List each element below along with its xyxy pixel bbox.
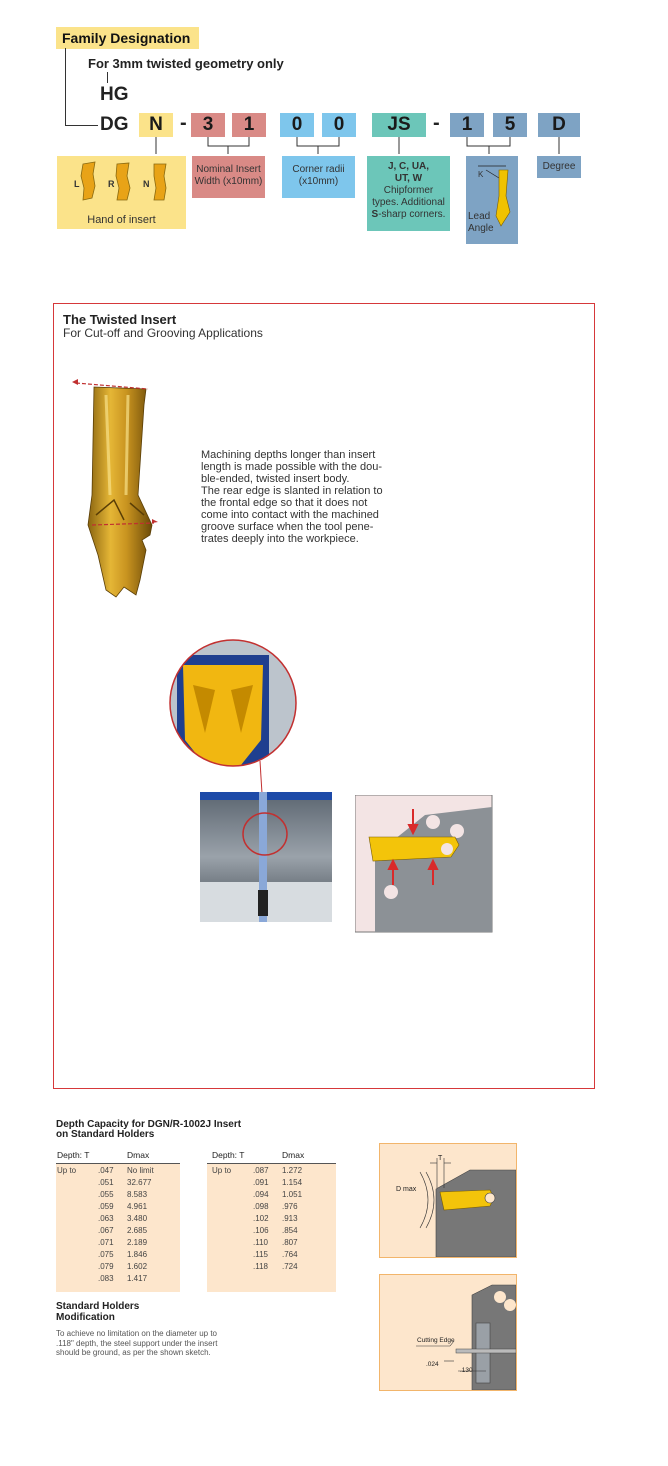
up-to-label: Up to — [57, 1166, 77, 1175]
connector-line — [65, 48, 66, 126]
header-dmax: Dmax — [282, 1150, 305, 1160]
code-radius-1: 0 — [280, 113, 314, 137]
up-to-label: Up to — [212, 1166, 232, 1175]
radius-box — [282, 156, 355, 198]
depth-value: .063 — [98, 1214, 114, 1223]
chipformer-box — [367, 156, 450, 231]
cutting-edge-label: Cutting Edge — [417, 1337, 455, 1344]
holders-title-line-2: Modification — [56, 1312, 115, 1323]
degree-caption: Degree — [542, 161, 576, 172]
dmax-value: 1.602 — [127, 1262, 148, 1271]
table-body — [56, 1164, 180, 1292]
depth-value: .098 — [253, 1202, 269, 1211]
hand-caption: Hand of insert — [87, 214, 156, 226]
dmax-value: 3.480 — [127, 1214, 148, 1223]
twisted-insert-body — [201, 449, 416, 545]
dmax-value: No limit — [127, 1166, 154, 1175]
dim-130: .130 — [460, 1367, 473, 1374]
width-caption: Nominal Insert Width (x10mm) — [194, 164, 263, 187]
dmax-value: .764 — [282, 1250, 298, 1259]
standard-holders-text — [56, 1329, 256, 1358]
depth-value: .115 — [253, 1250, 268, 1259]
table-header — [207, 1150, 336, 1164]
depth-value: .051 — [98, 1178, 114, 1187]
dmax-value: 2.189 — [127, 1238, 148, 1247]
body-line: ble-ended, twisted insert body. — [201, 473, 350, 485]
holders-line: .118" depth, the steel support under the insert — [56, 1338, 218, 1348]
dim-024: .024 — [426, 1361, 439, 1368]
body-line: the frontal edge so that it does not — [201, 497, 368, 509]
dmax-sketch — [379, 1143, 517, 1258]
depth-value: .059 — [98, 1202, 114, 1211]
hand-letter-r: R — [108, 179, 115, 189]
depth-value: .075 — [98, 1250, 114, 1259]
dmax-value: 4.961 — [127, 1202, 148, 1211]
code-angle-2: 5 — [493, 113, 527, 137]
dmax-label: D max — [396, 1186, 417, 1193]
t-label: T — [438, 1155, 443, 1162]
dmax-value: 32.677 — [127, 1178, 152, 1187]
dmax-value: 2.685 — [127, 1226, 148, 1235]
twisted-insert-subtitle: For Cut-off and Grooving Applications — [63, 326, 263, 340]
twisted-insert-title: The Twisted Insert — [63, 312, 177, 327]
lead-k: K — [478, 170, 484, 179]
family-designation-title: Family Designation — [56, 27, 199, 49]
depth-capacity-title — [56, 1120, 241, 1140]
code-dash: - — [180, 112, 187, 134]
table-body — [207, 1164, 336, 1292]
depth-value: .071 — [98, 1238, 114, 1247]
table-header — [56, 1150, 180, 1164]
code-dash: - — [433, 112, 440, 134]
insert-forces-sketch — [355, 795, 495, 935]
dmax-value: 1.417 — [127, 1274, 148, 1283]
depth-value: .047 — [98, 1166, 114, 1175]
depth-title-line-1: Depth Capacity for DGN/R-1002J Insert — [56, 1119, 242, 1130]
chipformer-tail: -sharp corners. — [378, 209, 446, 220]
width-box — [192, 156, 265, 198]
dmax-value: .976 — [282, 1202, 298, 1211]
groove-zoom-illustration — [155, 635, 345, 935]
depth-value: .087 — [253, 1166, 269, 1175]
dmax-value: 1.051 — [282, 1190, 303, 1199]
dmax-value: 1.272 — [282, 1166, 303, 1175]
chipformer-types: J, C, UA, UT, W — [387, 161, 430, 184]
depth-value: .079 — [98, 1262, 114, 1271]
depth-value: .067 — [98, 1226, 114, 1235]
depth-value: .055 — [98, 1190, 114, 1199]
code-hand: N — [139, 113, 173, 137]
lead-angle-box — [466, 156, 518, 244]
body-line: The rear edge is slanted in relation to — [201, 485, 383, 497]
depth-value: .110 — [253, 1238, 268, 1247]
cutting-edge-sketch — [379, 1274, 517, 1391]
depth-table-2 — [207, 1150, 336, 1295]
chipformer-text: Chipformer types. Additional — [372, 185, 445, 208]
depth-value: .083 — [98, 1274, 114, 1283]
lead-caption: Lead Angle — [468, 211, 494, 234]
degree-box — [537, 156, 581, 178]
chipformer-s: S — [371, 209, 379, 220]
body-line: come into contact with the machined — [201, 509, 379, 521]
connector-line — [65, 125, 98, 126]
dmax-value: .807 — [282, 1238, 298, 1247]
holders-title-line-1: Standard Holders — [56, 1301, 140, 1312]
dmax-value: .854 — [282, 1226, 298, 1235]
code-radius-2: 0 — [322, 113, 356, 137]
holders-line: To achieve no limitation on the diameter up to — [56, 1329, 217, 1338]
depth-value: .102 — [253, 1214, 269, 1223]
connector-line — [107, 72, 108, 83]
hand-of-insert-box — [57, 156, 186, 229]
dmax-value: 1.846 — [127, 1250, 148, 1259]
dmax-value: 1.154 — [282, 1178, 303, 1187]
code-angle-1: 1 — [450, 113, 484, 137]
header-depth: Depth: T — [212, 1150, 245, 1160]
dmax-drawing — [380, 1144, 516, 1257]
depth-value: .091 — [253, 1178, 269, 1187]
header-dmax: Dmax — [127, 1150, 150, 1160]
code-chipformer: JS — [372, 113, 426, 137]
twisted-insert-image — [66, 375, 166, 600]
prefix-hg: HG — [100, 84, 129, 105]
header-depth: Depth: T — [57, 1150, 90, 1160]
body-line: length is made possible with the dou- — [201, 461, 382, 473]
hand-letter-l: L — [74, 179, 80, 189]
body-line: trates deeply into the workpiece. — [201, 533, 359, 545]
dmax-value: 8.583 — [127, 1190, 148, 1199]
code-degree: D — [538, 113, 580, 137]
depth-value: .118 — [253, 1262, 268, 1271]
code-width-1: 3 — [191, 113, 225, 137]
dmax-value: .913 — [282, 1214, 298, 1223]
holders-line: should be ground, as per the shown sketch. — [56, 1348, 211, 1357]
body-line: groove surface when the tool pene- — [201, 521, 374, 533]
standard-holders-title — [56, 1301, 139, 1323]
depth-value: .106 — [253, 1226, 269, 1235]
radius-caption: Corner radii (x10mm) — [292, 164, 345, 187]
hand-letter-n: N — [143, 179, 150, 189]
depth-title-line-2: on Standard Holders — [56, 1129, 155, 1140]
depth-table-1 — [56, 1150, 180, 1295]
geometry-note: For 3mm twisted geometry only — [88, 56, 284, 71]
dmax-value: .724 — [282, 1262, 298, 1271]
cutting-edge-drawing — [380, 1275, 516, 1390]
prefix-dg: DG — [100, 114, 129, 135]
depth-value: .094 — [253, 1190, 269, 1199]
code-width-2: 1 — [232, 113, 266, 137]
body-line: Machining depths longer than insert — [201, 449, 376, 461]
